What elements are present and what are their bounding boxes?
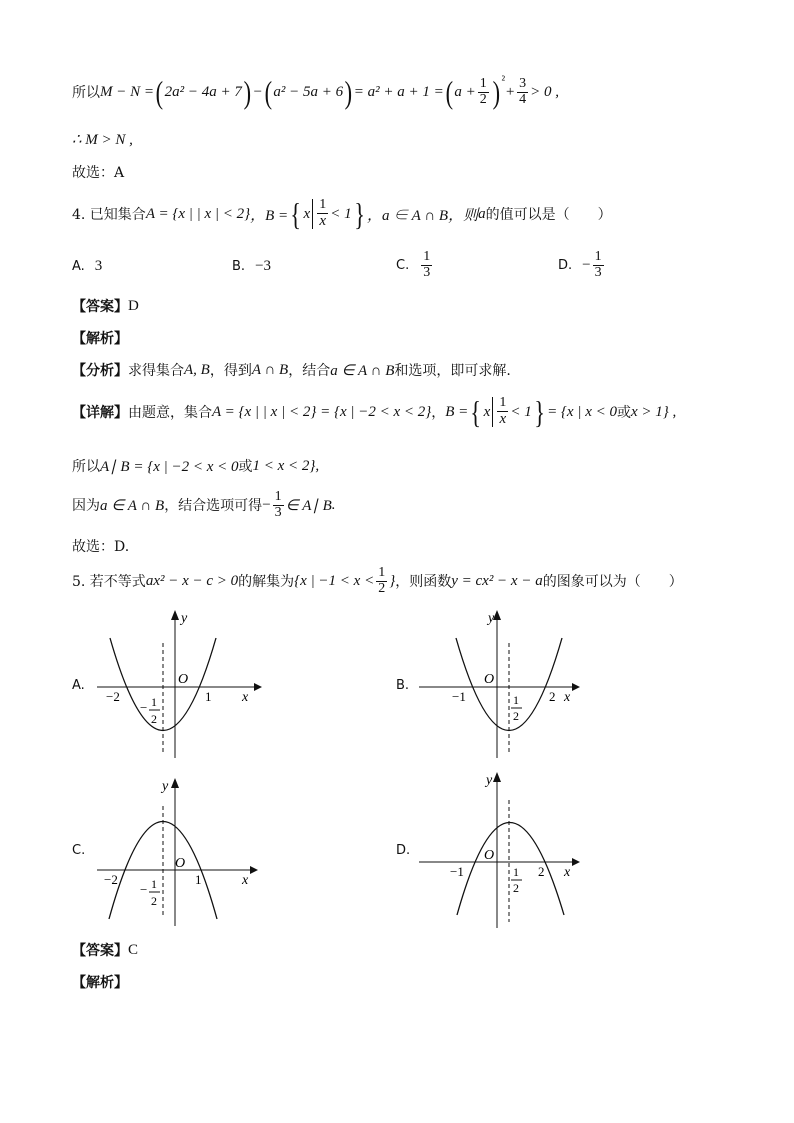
svg-text:−: − (140, 882, 148, 897)
svg-text:1: 1 (151, 877, 157, 891)
svg-text:x: x (564, 865, 571, 880)
option-b[interactable]: B. −3 (232, 258, 272, 274)
svg-text:2: 2 (513, 881, 519, 895)
math: a² − 5a + 6 (273, 83, 344, 100)
line-therefore (72, 130, 133, 149)
graph-a-label[interactable]: A. (72, 678, 85, 693)
math: − (252, 83, 263, 100)
fraction: $\frac{1}{2}$ (479, 75, 487, 107)
analysis-4-suoyi: 所以 A∣ B = {x | −2 < x < 0 或 1 < x < 2} , (72, 457, 320, 475)
tick-right: 1 (205, 689, 212, 704)
svg-text:O: O (484, 848, 495, 863)
math: > 0 , (530, 83, 560, 100)
svg-text:y: y (486, 773, 493, 788)
option-a[interactable]: A. 3 (72, 258, 103, 274)
analysis-4-fenxi: 【分析】 求得集合 A, B ，得到 A ∩ B ，结合 a ∈ A ∩ B 和选项，即可求解. (72, 361, 511, 379)
math: ∴ M > N , (72, 132, 133, 148)
svg-text:1: 1 (513, 865, 519, 879)
origin-label: O (178, 672, 189, 687)
svg-text:x: x (564, 690, 571, 705)
math: a (478, 205, 486, 222)
svg-text:y: y (488, 611, 495, 626)
math: 2a² − 4a + 7 (164, 83, 242, 100)
parabola-d (457, 823, 564, 916)
line-m-minus-n: 所以 M − N = ( 2a² − 4a + 7 ) − ( a² − 5a + 6 ) = a² + a + 1 = ( a + $\frac{1}{2}$ ) $^{^2}$ + $\frac{3}{4}$ > 0 , (72, 72, 560, 110)
text: 故选：A (72, 165, 125, 181)
svg-text:1: 1 (195, 872, 202, 887)
svg-text:1: 1 (513, 693, 519, 707)
math: + (505, 83, 516, 100)
analysis-4-title: 【解析】 (72, 331, 128, 347)
answer-5: 【答案】 C (72, 941, 139, 959)
math: = a² + a + 1 = (353, 83, 444, 100)
text: 4. 已知集合 (72, 207, 146, 223)
math: ，B = (250, 207, 289, 224)
svg-text:−1: −1 (450, 864, 464, 879)
math: A = {x | | x | < 2} (145, 205, 251, 222)
analysis-4-xiangjie: 【详解】 由题意，集合 A = {x | | x | < 2} = {x | −2 < x < 2} ， B = { x $\frac{1}{x}$ < 1 } = {x | x < 0 或 x > 1} , (72, 394, 677, 430)
math: a + (454, 83, 476, 100)
graph-c[interactable] (92, 776, 292, 926)
graph-d[interactable] (414, 770, 614, 930)
svg-text:2: 2 (513, 709, 519, 723)
x-axis-label: x (242, 690, 249, 705)
graph-d-label[interactable]: D. (396, 843, 411, 858)
question-4: 4. 已知集合 A = {x | | x | < 2} ，B = { x $\frac{1}{x}$ < 1 } ，a ∈ A ∩ B，则 a 的值可以是（ ） (72, 196, 612, 232)
svg-text:y: y (162, 779, 169, 794)
svg-text:2: 2 (151, 894, 157, 908)
answer-4: 【答案】 D (72, 297, 139, 315)
option-d[interactable]: D. − $\frac{1}{3}$ (558, 249, 602, 280)
analysis-4-yinwei: 因为 a ∈ A ∩ B ，结合选项可得 − $\frac{1}{3}$ ∈ A∣ B . (72, 489, 336, 520)
svg-text:2: 2 (538, 864, 545, 879)
line-choose-a (72, 162, 124, 182)
svg-text:−1: −1 (452, 689, 466, 704)
graph-b[interactable] (414, 608, 614, 758)
choose-d: 故选：D. (72, 539, 130, 555)
text: 的值可以是（ ） (485, 207, 612, 223)
fraction: $\frac{1}{x}$ (319, 197, 327, 229)
math: ，a ∈ A ∩ B，则 (366, 207, 479, 224)
svg-text:x: x (242, 873, 249, 888)
graph-c-label[interactable]: C. (72, 843, 86, 858)
graph-a[interactable] (92, 608, 292, 758)
question-5: 5. 若不等式 ax² − x − c > 0 的解集为 {x | −1 < x < $\frac{1}{2}$ } ，则函数 y = cx² − x − a 的图象可以为（ ） (72, 565, 683, 596)
svg-text:−2: −2 (104, 872, 118, 887)
fraction: $\frac{3}{4}$ (519, 75, 527, 107)
superscript: ² (501, 72, 506, 87)
analysis-5-title: 【解析】 (72, 975, 128, 991)
tick-mid-num: 1 (151, 695, 157, 709)
svg-text:O: O (175, 856, 186, 871)
tick-mid-den: 2 (151, 712, 157, 726)
svg-text:2: 2 (549, 689, 556, 704)
math: < 1 (330, 205, 352, 222)
math: x (303, 205, 311, 222)
y-axis-label: y (181, 611, 188, 626)
tick-mid-neg: − (140, 700, 148, 715)
svg-text:O: O (484, 672, 495, 687)
graph-b-label[interactable]: B. (396, 678, 410, 693)
text: 所以 (72, 85, 100, 101)
math: M − N = (100, 83, 154, 100)
tick-left: −2 (106, 689, 120, 704)
option-c[interactable]: C. $\frac{1}{3}$ (396, 249, 431, 280)
